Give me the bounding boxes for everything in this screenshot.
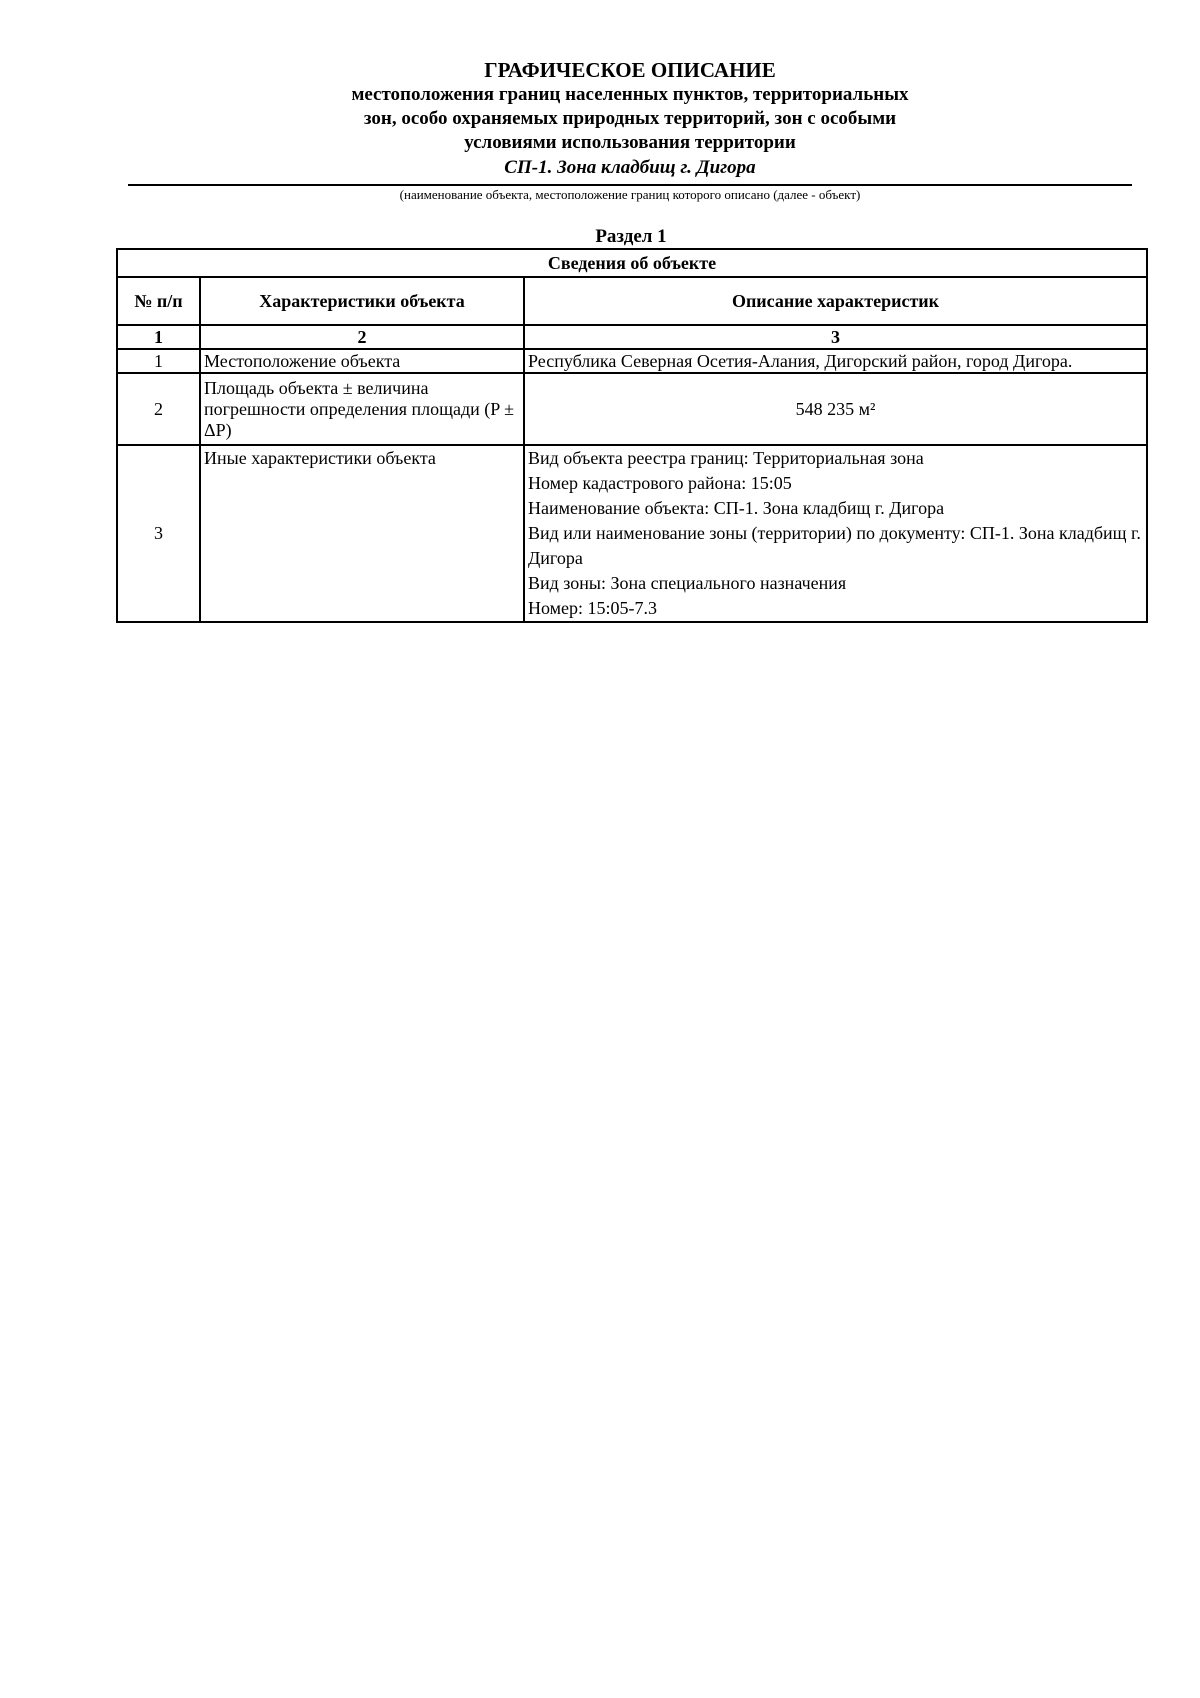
- row-characteristic: Иные характеристики объекта: [200, 445, 524, 622]
- object-info-table: [116, 248, 1148, 623]
- document-title: ГРАФИЧЕСКОЕ ОПИСАНИЕ: [484, 58, 776, 82]
- object-name: СП-1. Зона кладбищ г. Дигора: [504, 157, 756, 178]
- document-subtitle-line: условиями использования территории: [464, 132, 796, 153]
- description-line: Номер: 15:05-7.3: [528, 598, 658, 618]
- column-header-characteristics: Характеристики объекта: [200, 277, 524, 325]
- row-characteristic: Площадь объекта ± величина погрешности определения площади (P ± ΔP): [200, 373, 524, 445]
- row-description: [524, 445, 1147, 622]
- column-header-description: Описание характеристик: [524, 277, 1147, 325]
- object-caption: (наименование объекта, местоположение границ которого описано (далее - объект): [399, 187, 861, 202]
- column-number: 1: [117, 325, 200, 349]
- table-header-row: [117, 277, 1147, 325]
- section-title: Раздел 1: [595, 226, 667, 247]
- table-row: [117, 349, 1147, 373]
- description-line: Вид или наименование зоны (территории) по документу: СП-1. Зона кладбищ г. Дигора: [528, 523, 1141, 568]
- row-description: Республика Северная Осетия-Алания, Дигорский район, город Дигора.: [524, 349, 1147, 373]
- row-description: 548 235 м²: [524, 373, 1147, 445]
- description-line: Вид объекта реестра границ: Территориальная зона: [528, 448, 924, 468]
- column-number: 3: [524, 325, 1147, 349]
- underline-divider: [128, 184, 1132, 186]
- row-number: 2: [117, 373, 200, 445]
- description-line: Номер кадастрового района: 15:05: [528, 473, 792, 493]
- table-title: Сведения об объекте: [117, 249, 1147, 277]
- table-row: [117, 445, 1147, 622]
- row-number: 1: [117, 349, 200, 373]
- document-subtitle-line: местоположения границ населенных пунктов, территориальных: [351, 84, 909, 105]
- document-subtitle-line: зон, особо охраняемых природных территорий, зон с особыми: [363, 108, 897, 129]
- row-number: 3: [117, 445, 200, 622]
- document-header: [128, 58, 1132, 203]
- description-line: Вид зоны: Зона специального назначения: [528, 573, 847, 593]
- column-header-num: № п/п: [117, 277, 200, 325]
- column-numbers-row: [117, 325, 1147, 349]
- table-row: [117, 373, 1147, 445]
- row-characteristic: Местоположение объекта: [200, 349, 524, 373]
- column-number: 2: [200, 325, 524, 349]
- description-line: Наименование объекта: СП-1. Зона кладбищ г. Дигора: [528, 498, 945, 518]
